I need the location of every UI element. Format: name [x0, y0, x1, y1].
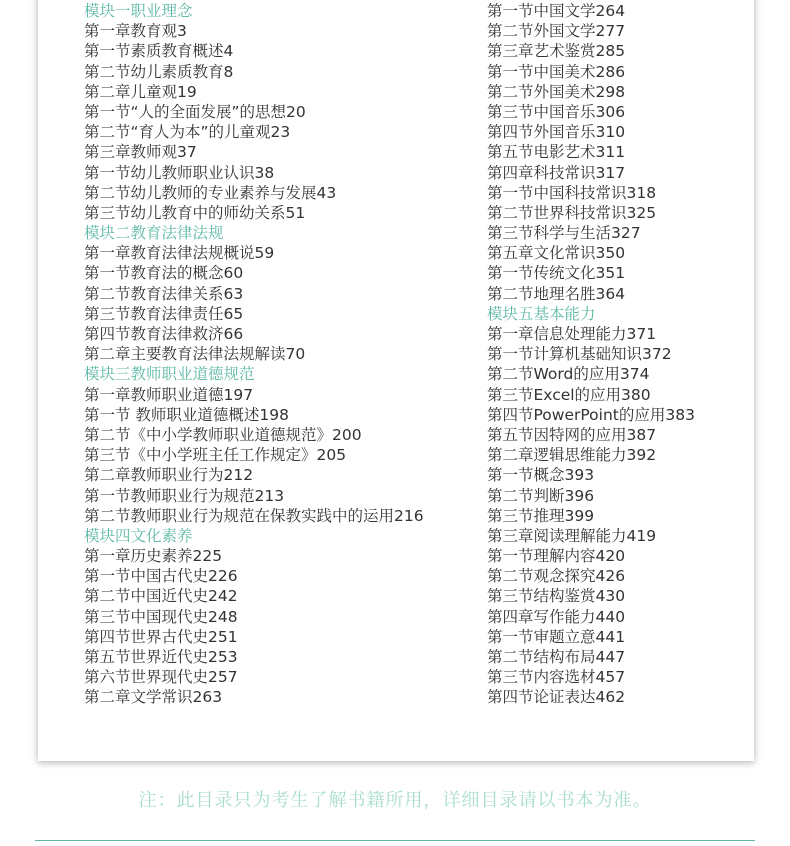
toc-entry: 第二节教师职业行为规范在保教实践中的运用216 — [84, 506, 424, 525]
toc-entry: 第四节世界古代史251 — [84, 627, 238, 646]
toc-entry: 第三节内容选材457 — [487, 668, 626, 687]
toc-entry: 第三章教师观37 — [84, 143, 197, 162]
toc-entry: 第三节推理399 — [487, 506, 595, 525]
toc-entry: 第一节教育法的概念60 — [84, 264, 244, 283]
toc-entry: 第三节教育法律责任65 — [84, 304, 244, 323]
toc-entry: 第一节“人的全面发展”的思想20 — [84, 102, 306, 121]
toc-entry: 第一节 教师职业道德概述198 — [84, 405, 290, 424]
toc-entry: 第一节概念393 — [487, 466, 595, 485]
toc-entry: 第四章写作能力440 — [487, 607, 626, 626]
toc-entry: 第一章教育观3 — [84, 22, 187, 41]
footer-divider — [35, 840, 755, 841]
toc-left-column — [84, 1, 424, 708]
toc-entry: 第一节传统文化351 — [487, 264, 626, 283]
toc-entry: 第二节幼儿素质教育8 — [84, 62, 234, 81]
toc-entry: 第五节世界近代史253 — [84, 648, 238, 666]
toc-entry: 第二章逻辑思维能力392 — [487, 446, 657, 465]
toc-entry: 第一节幼儿教师职业认识38 — [84, 163, 275, 182]
toc-entry: 第一节中国科技常识318 — [487, 183, 657, 202]
toc-entry: 第二章儿童观19 — [84, 82, 197, 101]
toc-entry: 第一章教育法律法规概说59 — [84, 244, 275, 263]
toc-entry: 第三节《中小学班主任工作规定》205 — [84, 446, 347, 465]
toc-entry: 第二节Word的应用374 — [487, 365, 650, 384]
toc-entry: 第五节因特网的应用387 — [487, 425, 657, 444]
toc-entry: 第二节观念探究426 — [487, 567, 626, 586]
toc-entry: 第一节中国美术286 — [487, 62, 626, 81]
toc-entry: 第四节论证表达462 — [487, 688, 626, 707]
toc-entry: 第四节PowerPoint的应用383 — [487, 405, 695, 424]
toc-entry: 第二节幼儿教师的专业素养与发展43 — [84, 183, 337, 202]
toc-module-heading: 模块一职业理念 — [84, 2, 193, 20]
toc-entry: 第二节世界科技常识325 — [487, 203, 657, 222]
toc-entry: 第四节教育法律救济66 — [84, 325, 244, 343]
toc-entry: 第一章信息处理能力371 — [487, 325, 657, 343]
toc-entry: 第一节计算机基础知识372 — [487, 345, 672, 364]
toc-entry: 第六节世界现代史257 — [84, 668, 238, 687]
toc-right-column — [487, 1, 695, 708]
toc-module-heading: 模块三教师职业道德规范 — [84, 365, 255, 384]
toc-entry: 第一节审题立意441 — [487, 627, 626, 646]
toc-entry: 第二节地理名胜364 — [487, 284, 626, 303]
footer-note: 注：此目录只为考生了解书籍所用，详细目录请以书本为准。 — [138, 790, 652, 811]
toc-entry: 第一节理解内容420 — [487, 547, 626, 566]
toc-entry: 第三章艺术鉴赏285 — [487, 42, 626, 61]
toc-entry: 第二节教育法律关系63 — [84, 284, 244, 303]
toc-entry: 第三节中国音乐306 — [487, 102, 626, 121]
toc-entry: 第一节素质教育概述4 — [84, 42, 234, 61]
toc-entry: 第五章文化常识350 — [487, 244, 626, 263]
toc-entry: 第三节Excel的应用380 — [487, 385, 651, 404]
toc-entry: 第二节“育人为本”的儿童观23 — [84, 123, 291, 142]
toc-entry: 第四节外国音乐310 — [487, 123, 626, 142]
toc-entry: 第二节中国近代史242 — [84, 587, 238, 606]
toc-entry: 第四章科技常识317 — [487, 163, 626, 182]
toc-entry: 第二节结构布局447 — [487, 648, 626, 666]
toc-entry: 第二节判断396 — [487, 486, 595, 505]
toc-module-heading: 模块四文化素养 — [84, 526, 193, 545]
toc-entry: 第二节外国文学277 — [487, 22, 626, 41]
toc-entry: 第三节中国现代史248 — [84, 607, 238, 626]
toc-entry: 第二章文学常识263 — [84, 688, 223, 707]
toc-entry: 第一节中国古代史226 — [84, 567, 238, 586]
toc-entry: 第一节教师职业行为规范213 — [84, 486, 285, 505]
toc-entry: 第二节外国美术298 — [487, 82, 626, 101]
toc-entry: 第二章主要教育法律法规解读70 — [84, 345, 306, 364]
toc-entry: 第一节中国文学264 — [487, 2, 626, 20]
toc-module-heading: 模块五基本能力 — [487, 304, 596, 323]
toc-entry: 第三节结构鉴赏430 — [487, 587, 626, 606]
toc-entry: 第一章历史素养225 — [84, 547, 223, 566]
toc-entry: 第三节幼儿教育中的师幼关系51 — [84, 203, 306, 222]
toc-entry: 第二节《中小学教师职业道德规范》200 — [84, 425, 362, 444]
toc-entry: 第五节电影艺术311 — [487, 143, 626, 162]
toc-module-heading: 模块二教育法律法规 — [84, 224, 224, 243]
toc-entry: 第三节科学与生活327 — [487, 224, 641, 243]
toc-entry: 第一章教师职业道德197 — [84, 385, 254, 404]
toc-entry: 第二章教师职业行为212 — [84, 466, 254, 485]
toc-entry: 第三章阅读理解能力419 — [487, 526, 657, 545]
